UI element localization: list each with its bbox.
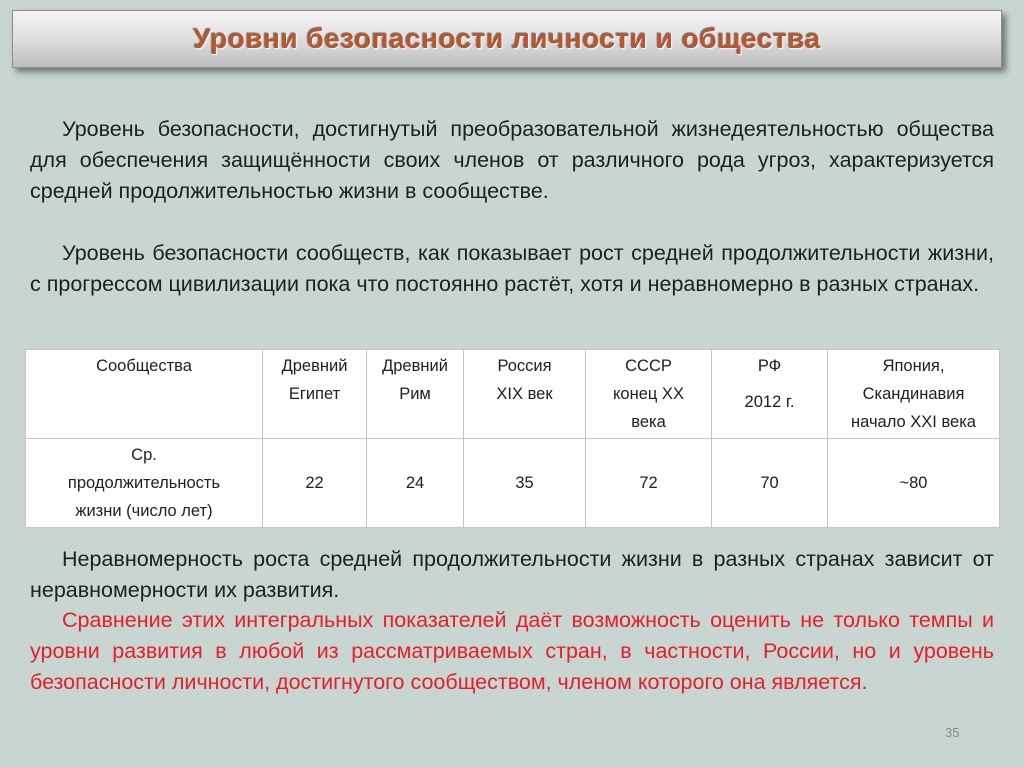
header-cell-ancient-rome: Древний Рим [367, 350, 464, 439]
life-expectancy-table [25, 349, 999, 528]
header-cell-rf-2012: РФ 2012 г. [712, 350, 828, 439]
header-cell-ussr: СССР конец XX века [586, 350, 712, 439]
title-bar [12, 10, 1002, 68]
page-number: 35 [945, 725, 960, 740]
paragraph-4-highlight: Сравнение этих интегральных показателей даёт возможность оценить не только темпы и уровни развития в любой из рассматриваемых стран, в частности, России, но и уровень безопасности личности, достигнутого сообществом, членом которого она является. [30, 608, 994, 694]
header-cell-communities: Сообщества [26, 350, 263, 439]
value-cell-ancient-rome: 24 [367, 439, 464, 528]
row-label-avg-life: Ср. продолжительность жизни (число лет) [26, 439, 263, 528]
paragraph-2: Уровень безопасности сообществ, как показывает рост средней продолжительности жизни, с прогрессом цивилизации пока что постоянно растёт, хотя и неравномерно в разных странах. [30, 241, 994, 296]
table-header-row [26, 350, 1000, 439]
paragraph-3: Неравномерность роста средней продолжительности жизни в разных странах зависит от неравномерности их развития. [30, 547, 994, 602]
header-cell-russia-19c: Россия XIX век [464, 350, 586, 439]
value-cell-ancient-egypt: 22 [263, 439, 367, 528]
table-row [26, 439, 1000, 528]
value-cell-japan-scandinavia: ~80 [828, 439, 1000, 528]
value-cell-ussr: 72 [586, 439, 712, 528]
header-cell-japan-scandinavia: Япония, Скандинавия начало XXI века [828, 350, 1000, 439]
slide-title: Уровни безопасности личности и общества [193, 23, 821, 54]
value-cell-russia-19c: 35 [464, 439, 586, 528]
paragraph-1: Уровень безопасности, достигнутый преобразовательной жизнедеятельностью общества для обеспечения защищённости своих членов от различного рода угроз, характеризуется средней продолжительностью жизни в сообществе. [30, 117, 994, 203]
header-cell-ancient-egypt: Древний Египет [263, 350, 367, 439]
value-cell-rf-2012: 70 [712, 439, 828, 528]
